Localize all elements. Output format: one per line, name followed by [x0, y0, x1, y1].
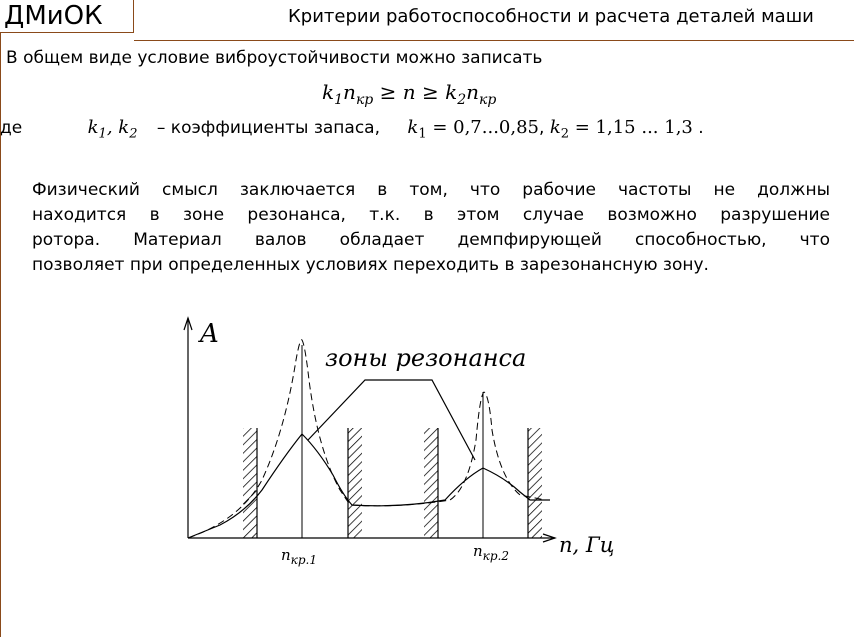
slide-title: Критерии работоспособности и расчета деталей маши [288, 6, 814, 27]
formula-n1-sub: кр [355, 92, 374, 108]
ncr2-label: $n_{кр.2}$ [473, 542, 509, 563]
coef-comma: , [539, 118, 550, 138]
intro-text: В общем виде условие виброустойчивости можно записать [6, 48, 543, 68]
paragraph-line: позволяет при определенных условиях переходить в зарезонансную зону. [32, 255, 709, 275]
hatch-left-2 [424, 428, 438, 538]
y-axis-label: A [200, 319, 219, 349]
formula-k2-sub: 2 [457, 92, 467, 108]
paragraph-line: Физический смысл заключается в том, что рабочие частоты не должны [32, 180, 830, 200]
formula-n2: n [466, 80, 480, 104]
zones-label: зоны резонанса [325, 344, 527, 372]
coef-text: – коэффициенты запаса, [156, 118, 380, 138]
coef-vars: $k_1$, $k_2$ [87, 117, 138, 142]
paragraph-line: находится в зоне резонанса, т.к. в этом случае возможно разрушение [32, 205, 830, 225]
hatch-right-1 [348, 428, 362, 538]
x-axis-label: n, Гц [559, 533, 615, 557]
hatch-left-1 [243, 428, 257, 538]
hatch-right-2 [528, 428, 542, 538]
coef-prefix: де [0, 118, 23, 138]
formula-k2: k [445, 80, 458, 104]
formula-k1: k [322, 80, 335, 104]
formula-n2-sub: кр [479, 92, 497, 108]
k2-range: $k_2 = 1,15$ ... 1,3 [549, 117, 693, 142]
logo: ДМиОК [0, 0, 134, 33]
formula-mid: ≥ n ≥ [373, 80, 446, 104]
ncr1-label: $n_{кр.1}$ [281, 546, 317, 567]
k1-range: $k_1 = 0,7...0,85$ [407, 117, 540, 142]
coef-end: . [692, 118, 704, 138]
formula-k1-sub: 1 [334, 92, 344, 108]
paragraph-line: ротора. Материал валов обладает демпфирующей способностью, что [32, 230, 830, 250]
formula-n1: n [343, 80, 356, 104]
